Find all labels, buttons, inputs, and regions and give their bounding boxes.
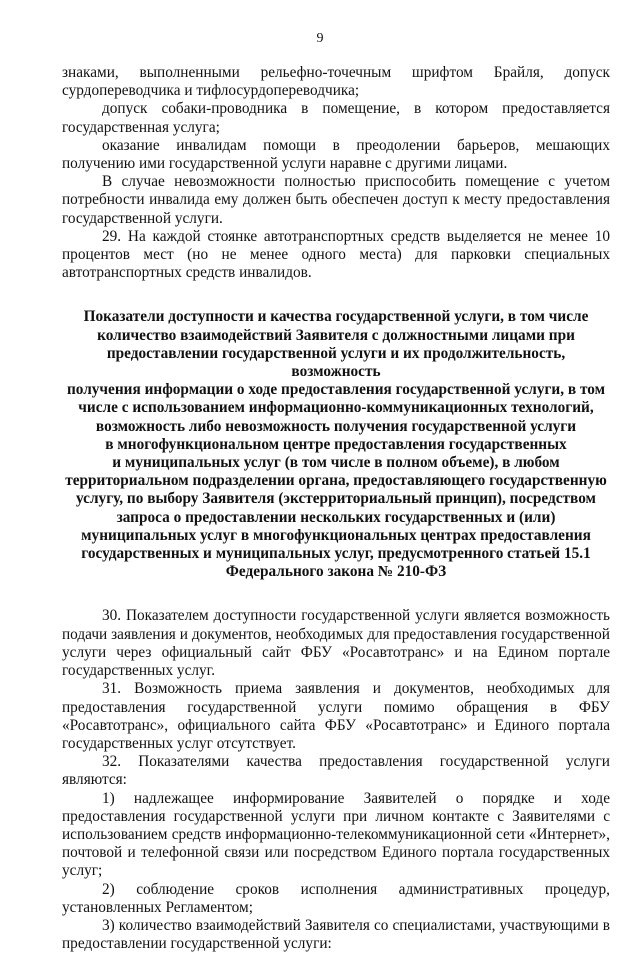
heading-line: Показатели доступности и качества государственной услуги, в том числе [83,308,589,326]
heading-line: получения информации о ходе предоставления государственной услуги, в том [66,381,606,399]
top-paragraph: 29. На каждой стоянке автотранспортных средств выделяется не менее 10 процентов мест (но не менее одного места) для парковки специальных автотранспортных средств инвалидов. [62,227,610,282]
heading-line: услугу, по выбору Заявителя (экстерриториальный принцип), посредством [76,490,596,508]
heading-line: предоставлении государственной услуги и их продолжительность, возможность [106,344,566,381]
top-paragraph: В случае невозможности полностью приспособить помещение с учетом потребности инвалида ему должен быть обеспечен доступ к месту предоставления государственной услуги. [62,173,610,227]
top-paragraph: знаками, выполненными рельефно-точечным шрифтом Брайля, допуск сурдопереводчика и тифлосурдопереводчика; [62,64,610,100]
bottom-paragraph: 32. Показателями качества предоставления государственной услуги являются: [62,753,610,789]
heading-line: числе с использованием информационно-коммуникационных технологий, [78,399,594,417]
top-paragraph: оказание инвалидам помощи в преодолении барьеров, мешающих получению ими государственной услуги наравне с другими лицами. [62,136,610,173]
heading-line: запроса о предоставлении нескольких государственных и (или) [116,508,556,526]
paragraphs-bottom [62,607,610,953]
heading-line: возможность либо невозможность получения государственной услуги [95,417,577,435]
heading-line: количество взаимодействий Заявителя с должностными лицами при [97,326,575,344]
section-heading [62,308,610,581]
heading-line: муниципальных услуг в многофункциональных центрах предоставления [81,526,591,544]
page-number: 9 [316,31,324,46]
top-paragraph: допуск собаки-проводника в помещение, в котором предоставляется государственная услуга; [62,100,610,136]
bottom-paragraph: 1) надлежащее информирование Заявителей о порядке и ходе предоставления государственной услуги при личном контакте с Заявителями с использованием средств информационно-телекоммуникационной сети «Интернет», почтовой и телефонной связи или посредством Единого портала государственных услуг; [62,789,610,880]
heading-line: территориальном подразделении органа, предоставляющего государственную [65,472,607,490]
heading-line: Федерального закона № 210-ФЗ [225,563,447,581]
heading-line: государственных и муниципальных услуг, предусмотренного статьей 15.1 [81,545,591,563]
bottom-paragraph: 31. Возможность приема заявления и документов, необходимых для предоставления государственной услуги помимо обращения в ФБУ «Росавтотранс», официального сайта ФБУ «Росавтотранс» и Единого портала государственных услуг отсутствует. [62,680,610,752]
page-content [62,64,610,953]
bottom-paragraph: 3) количество взаимодействий Заявителя со специалистами, участвующими в предоставлении государственной услуги: [62,916,610,953]
bottom-paragraph: 2) соблюдение сроков исполнения административных процедур, установленных Регламентом; [62,880,610,916]
bottom-paragraph: 30. Показателем доступности государственной услуги является возможность подачи заявления и документов, необходимых для предоставления государственной услуги через официальный сайт ФБУ «Росавтотранс» и на Едином портале государственных услуг. [62,607,610,680]
heading-line: в многофункциональном центре предоставления государственных [105,435,567,453]
heading-line: и муниципальных услуг (в том числе в полном объеме), в любом [112,454,560,472]
paragraphs-top [62,64,610,282]
